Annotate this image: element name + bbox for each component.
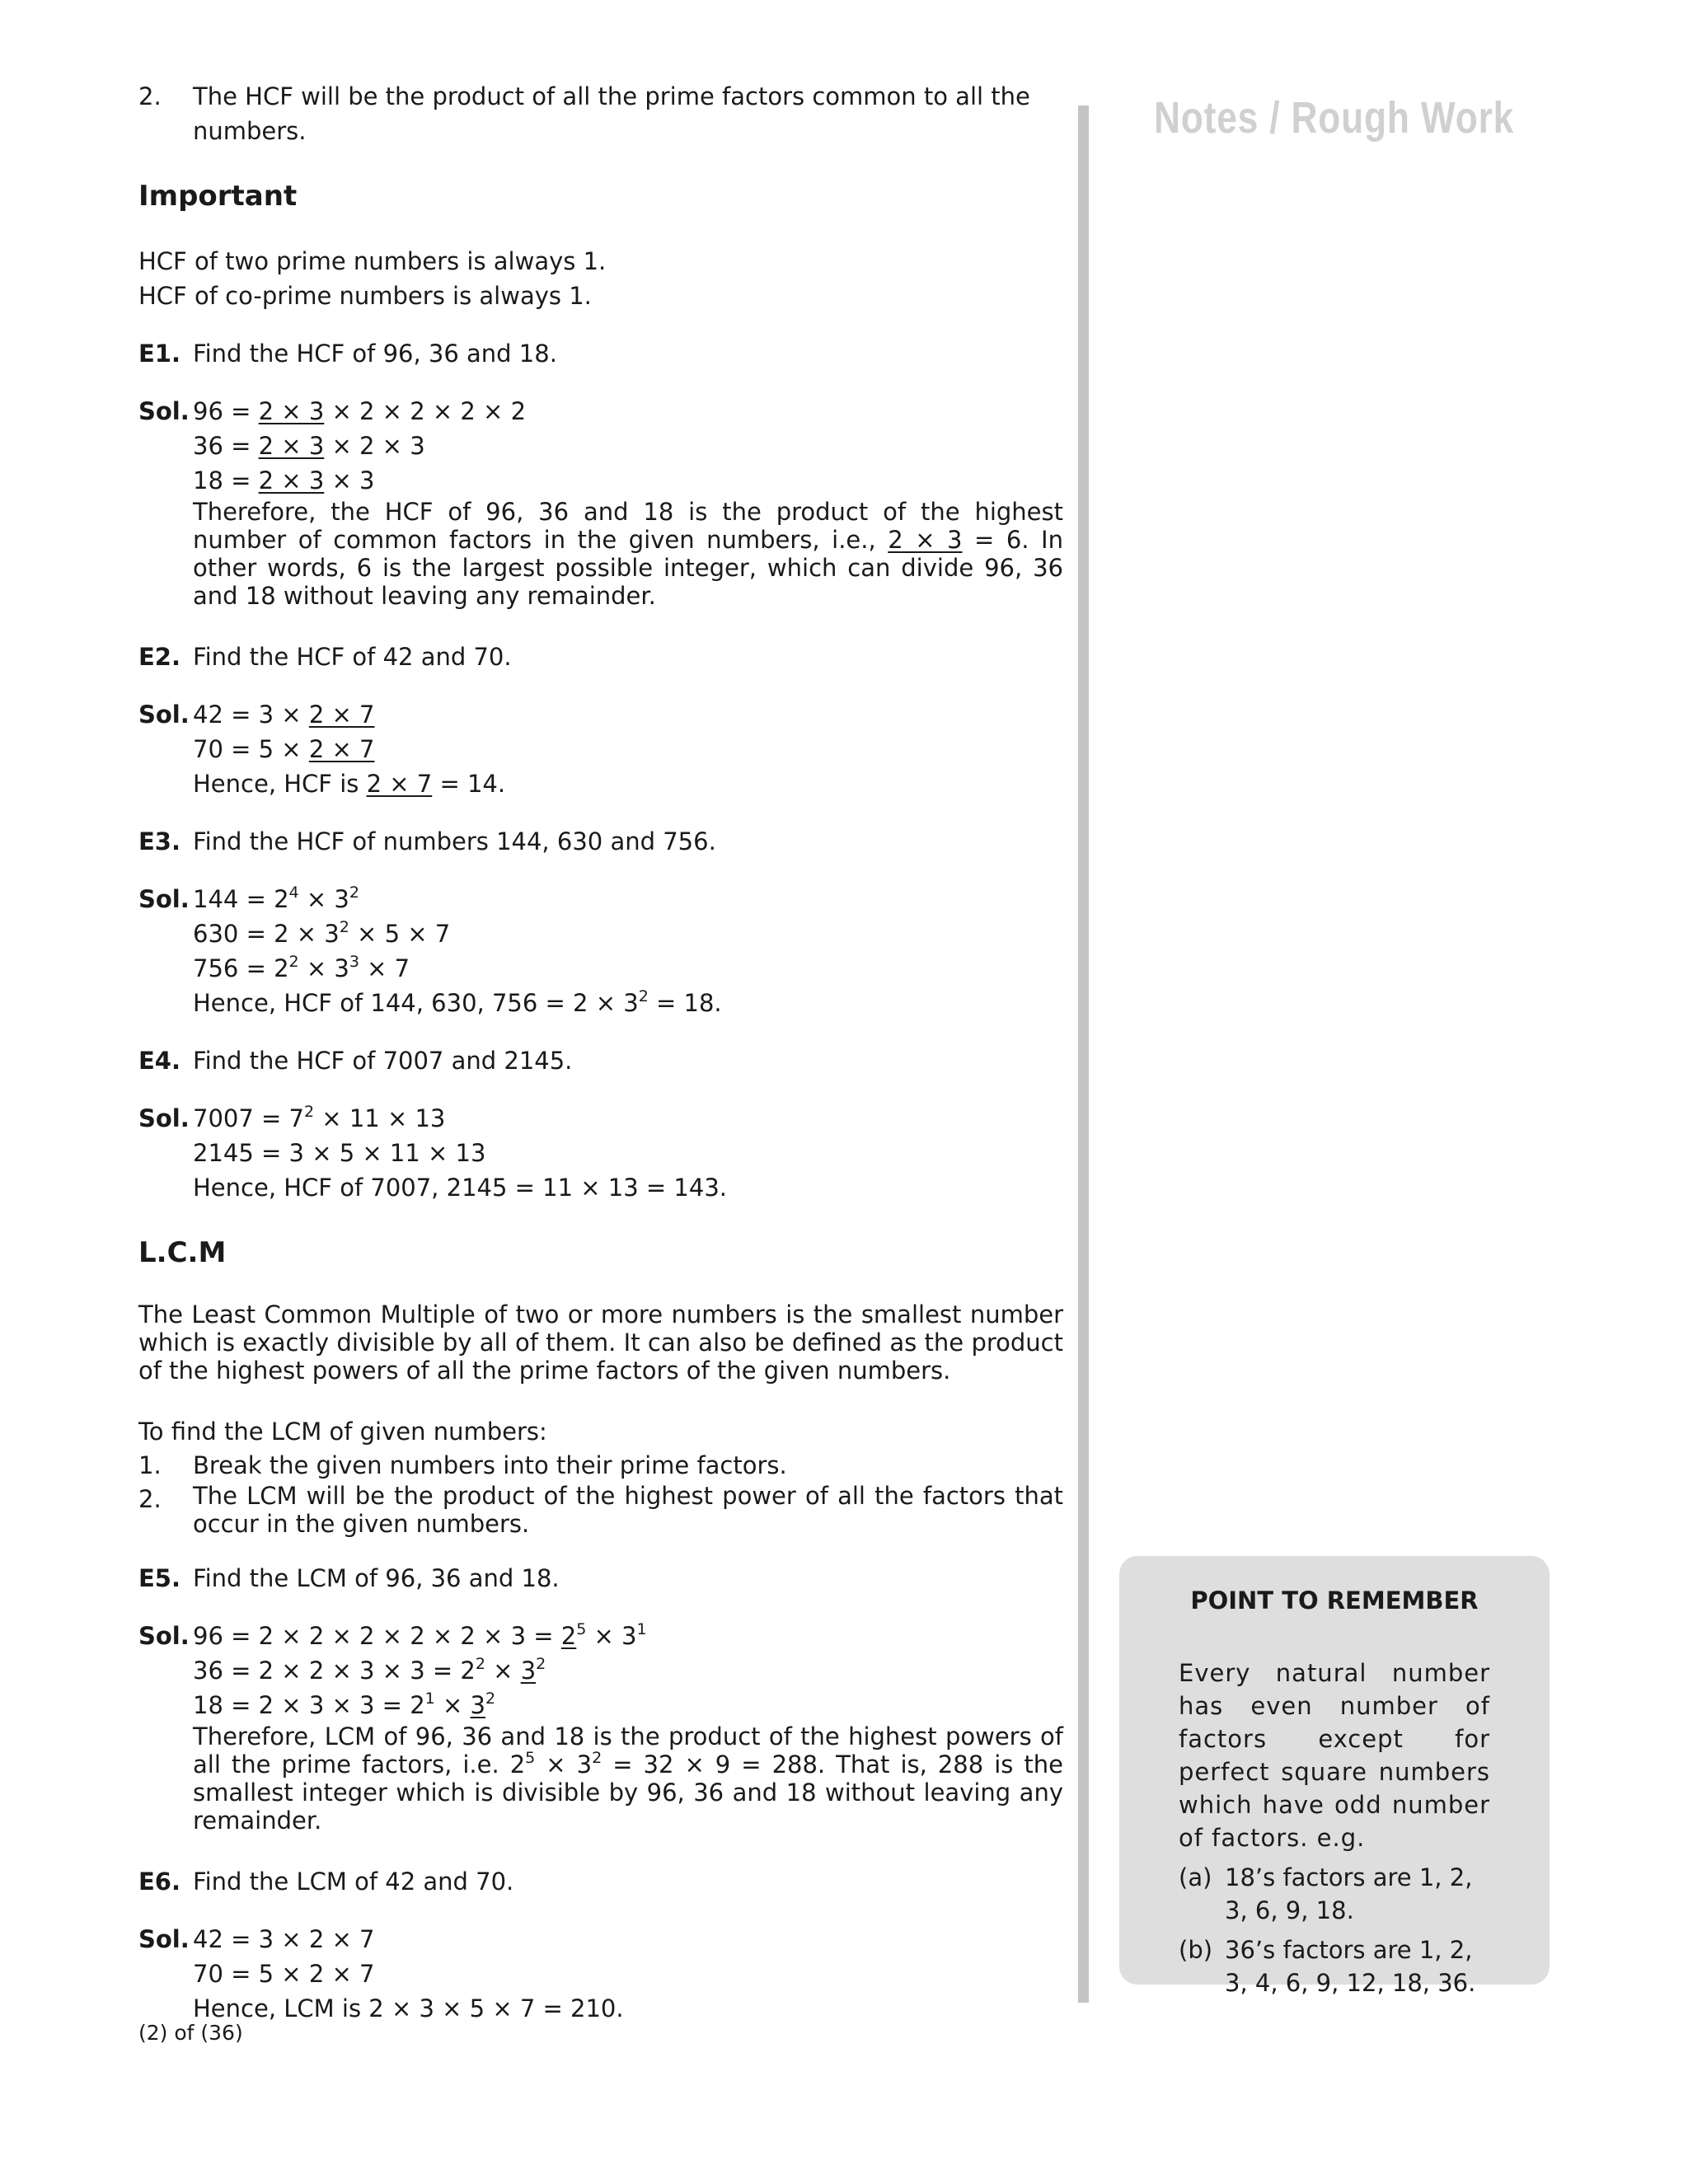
box-body: Every natural number has even number of factors except for perfect square numbers which have odd number of factors. e.g. [1179, 1659, 1490, 1852]
example-question: Find the LCM of 96, 36 and 18. [193, 1564, 560, 1592]
example-label: E6. [138, 1868, 181, 1896]
solution-e4 [138, 1101, 1063, 1136]
point-to-remember-box [1119, 1556, 1550, 1997]
example-label: E1. [138, 340, 181, 368]
example-e6 [138, 1864, 1063, 1899]
solution-line: $36 = 2 \times 2 \times 3 \times 3 = 2^2 \times 3^2$ [193, 1655, 546, 1685]
example-label: E4. [138, 1047, 181, 1075]
solution-e6 [138, 1922, 1063, 1957]
solution-line: Hence, HCF is 2 × 7 = 14. [193, 770, 506, 798]
important-heading: Important [138, 180, 298, 213]
solution-line: 2145 = 3 × 5 × 11 × 13 [193, 1139, 486, 1167]
solution-label: Sol. [138, 885, 190, 913]
solution-line: Hence, LCM is 2 × 3 × 5 × 7 = 210. [193, 1994, 624, 2022]
example-question: Find the HCF of 7007 and 2145. [193, 1047, 573, 1075]
list-text: The LCM will be the product of the highest power of all the factors that occur in the given numbers. [193, 1482, 1063, 1538]
example-label: E5. [138, 1564, 181, 1592]
item-text: 18’s factors are 1, 2, 3, 6, 9, 18. [1225, 1863, 1473, 1924]
box-item [1179, 1861, 1490, 1927]
example-label: E2. [138, 643, 181, 671]
lcm-intro: To find the LCM of given numbers: [138, 1418, 547, 1446]
solution-line: $144 = 2^4 \times 3^2$ [193, 883, 359, 913]
solution-line: 36 = 2 × 3 × 2 × 3 [193, 432, 425, 460]
box-title: POINT TO REMEMBER [1190, 1586, 1479, 1615]
solution-label: Sol. [138, 1925, 190, 1953]
box-item [1179, 1933, 1490, 1999]
example-e3 [138, 824, 1063, 859]
solution-label: Sol. [138, 397, 190, 425]
list-text: Break the given numbers into their prime factors. [193, 1451, 787, 1479]
example-question: Find the HCF of 42 and 70. [193, 643, 512, 671]
lcm-definition: The Least Common Multiple of two or more numbers is the smallest number which is exactly divisible by all of them. It can also be defined as the product of the highest powers of all the prime factors of the given numbers. [138, 1301, 1063, 1385]
important-line: HCF of two prime numbers is always 1. [138, 247, 607, 275]
solution-paragraph: Therefore, the HCF of 96, 36 and 18 is the product of the highest number of common factors in the given numbers, i.e., 2 × 3 = 6. In other words, 6 is the largest possible integer, which can divide 96, 36 and 18 without leaving any remainder. [193, 498, 1063, 610]
example-question: Find the HCF of 96, 36 and 18. [193, 340, 557, 368]
list-number: 2. [138, 82, 162, 110]
solution-line: $7007 = 7^2 \times 11 \times 13$ [193, 1103, 446, 1132]
solution-line: 42 = 3 × 2 × 7 [193, 701, 375, 729]
solution-line: 96 = 2 × 3 × 2 × 2 × 2 × 2 [193, 397, 527, 425]
solution-line: $756 = 2^2 \times 3^3 \times 7$ [193, 953, 410, 982]
lcm-step [138, 1449, 1063, 1482]
solution-line: 42 = 3 × 2 × 7 [193, 1925, 375, 1953]
lcm-heading: L.C.M [138, 1236, 227, 1269]
solution-line: Hence, HCF of 7007, 2145 = 11 × 13 = 143. [193, 1174, 727, 1202]
item-text: 36’s factors are 1, 2, 3, 4, 6, 9, 12, 18, 36. [1225, 1936, 1476, 1997]
page-number: (2) of (36) [138, 2021, 243, 2045]
notes-title: Notes / Rough Work [1154, 93, 1515, 143]
solution-line: $96 = 2 \times 2 \times 2 \times 2 \times 2 \times 3 = 2^5 \times 3^1$ [193, 1620, 647, 1650]
example-e1 [138, 336, 1063, 371]
example-question: Find the LCM of 42 and 70. [193, 1868, 514, 1896]
solution-label: Sol. [138, 1104, 190, 1132]
list-text: The HCF will be the product of all the prime factors common to all the numbers. [193, 82, 1030, 145]
example-e4 [138, 1043, 1063, 1078]
list-number: 1. [138, 1451, 162, 1479]
column-divider [1078, 105, 1089, 2003]
solution-line: $18 = 2 \times 3 \times 3 = 2^1 \times 3^2$ [193, 1690, 496, 1719]
solution-paragraph: Therefore, LCM of 96, 36 and 18 is the product of the highest powers of all the prime factors, i.e. $2^5 \times 3^2 = 32 \times 9 = 288$. That is, 288 is the smallest integer which is divisible by 96, 36 and 18 without leaving any remainder. [193, 1722, 1064, 1835]
main-column [138, 79, 1063, 2026]
hcf-rule-2 [138, 79, 1063, 148]
solution-label: Sol. [138, 701, 190, 729]
solution-line: $630 = 2 \times 3^2 \times 5 \times 7$ [193, 918, 451, 948]
solution-e3 [138, 882, 1063, 916]
solution-e5 [138, 1619, 1063, 1653]
solution-line: 70 = 5 × 2 × 7 [193, 1960, 375, 1988]
solution-line: Hence, HCF of 144, 630, $756 = 2 \times 3^2 = 18$. [193, 987, 722, 1017]
item-marker: (b) [1179, 1936, 1213, 1964]
example-label: E3. [138, 827, 181, 855]
item-marker: (a) [1179, 1863, 1212, 1891]
solution-line: 18 = 2 × 3 × 3 [193, 466, 375, 494]
example-e2 [138, 640, 1063, 674]
important-line: HCF of co-prime numbers is always 1. [138, 282, 592, 310]
example-question: Find the HCF of numbers 144, 630 and 756. [193, 827, 716, 855]
solution-label: Sol. [138, 1622, 190, 1650]
solution-e1 [138, 394, 1063, 429]
lcm-step [138, 1482, 1063, 1538]
solution-e2 [138, 697, 1063, 732]
list-number: 2. [138, 1485, 162, 1513]
example-e5 [138, 1561, 1063, 1596]
solution-line: 70 = 5 × 2 × 7 [193, 735, 375, 763]
